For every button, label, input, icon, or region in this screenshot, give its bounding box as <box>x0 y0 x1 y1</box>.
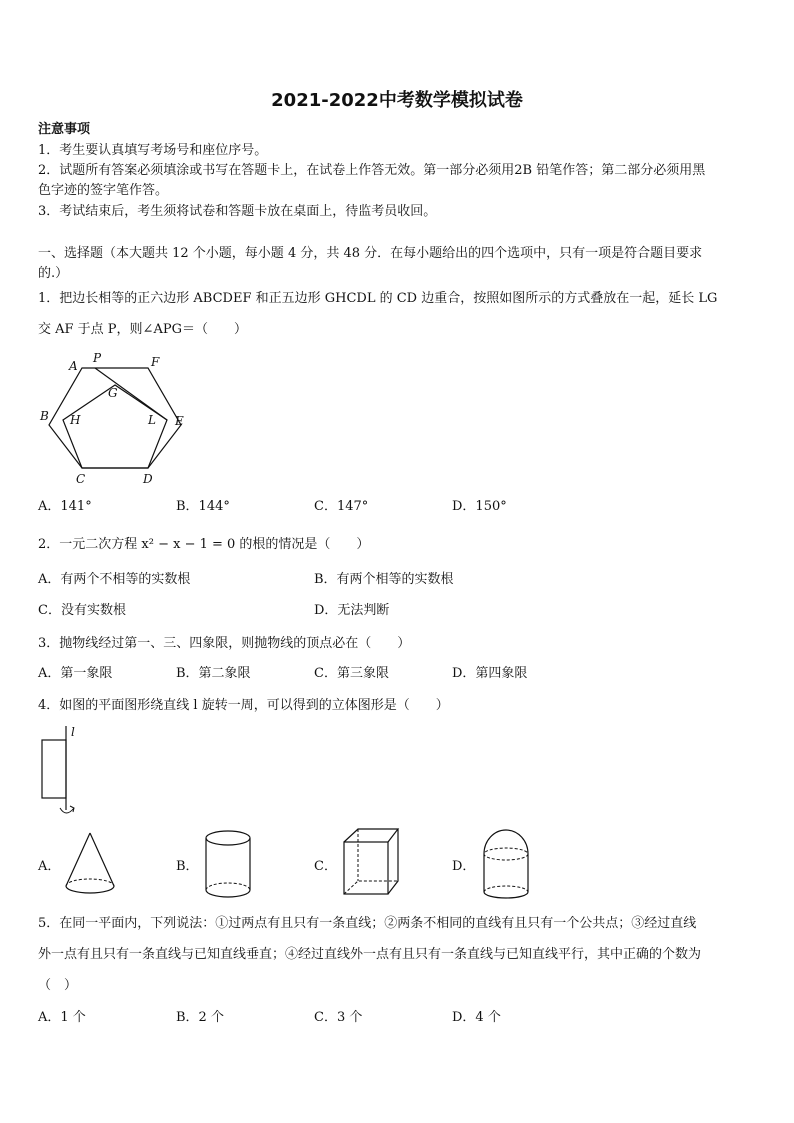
q2-option-d: D．无法判断 <box>314 603 390 618</box>
label-h: H <box>70 413 81 427</box>
label-p: P <box>93 351 102 365</box>
q3-option-b: B．第二象限 <box>176 666 251 681</box>
label-b: B <box>40 409 49 423</box>
q3-option-d: D．第四象限 <box>452 666 528 681</box>
q5-stem-line1: 5．在同一平面内，下列说法：①过两点有且只有一条直线；②两条不相同的直线有且只有一个公共点；③经过直线 <box>38 916 697 931</box>
q4-option-b: B． <box>176 859 199 874</box>
rotation-arrow-icon <box>60 808 74 813</box>
axis-label: l <box>71 725 75 739</box>
cylinder-figure <box>202 828 254 902</box>
label-e: E <box>175 414 184 428</box>
q4-stem: 4．如图的平面图形绕直线 l 旋转一周，可以得到的立体图形是（ ） <box>38 698 449 713</box>
q1-stem-line1: 1．把边长相等的正六边形 ABCDEF 和正五边形 GHCDL 的 CD 边重合，按照如图所示的方式叠放在一起，延长 LG <box>38 291 718 306</box>
page-title: 2021-2022中考数学模拟试卷 <box>271 90 523 111</box>
q4-option-a: A． <box>38 859 61 874</box>
q2-option-c: C．没有实数根 <box>38 603 126 618</box>
hemisphere-cylinder-figure <box>478 826 534 902</box>
q5-option-d: D．4 个 <box>452 1010 501 1025</box>
q3-option-a: A．第一象限 <box>38 666 113 681</box>
q1-figure <box>38 350 198 490</box>
q5-option-c: C．3 个 <box>314 1010 363 1025</box>
q1-stem-line2: 交 AF 于点 P，则∠APG＝（ ） <box>38 322 247 337</box>
notice-item-1: 1．考生要认真填写考场号和座位序号。 <box>38 143 268 158</box>
q4-option-d: D． <box>452 859 476 874</box>
cone-figure <box>62 830 118 900</box>
q5-stem-line2: 外一点有且只有一条直线与已知直线垂直；④经过直线外一点有且只有一条直线与已知直线平行，其中正确的个数为 <box>38 947 702 962</box>
line-lp <box>95 368 167 420</box>
q5-option-a: A．1 个 <box>38 1010 86 1025</box>
notice-heading: 注意事项 <box>38 122 91 137</box>
label-g: G <box>108 386 118 400</box>
section-heading: 一、选择题（本大题共 12 个小题，每小题 4 分，共 48 分．在每小题给出的四个选项中，只有一项是符合题目要求 <box>38 246 703 261</box>
label-c: C <box>76 472 86 486</box>
label-a: A <box>69 359 78 373</box>
q5-stem-line3: （ ） <box>38 978 78 993</box>
q1-option-a: A．141° <box>38 499 92 514</box>
label-d: D <box>143 472 153 486</box>
notice-item-3: 3．考试结束后，考生须将试卷和答题卡放在桌面上，待监考员收回。 <box>38 204 437 219</box>
q1-option-b: B．144° <box>176 499 230 514</box>
section-heading-cont: 的.） <box>38 266 69 281</box>
rectangle-shape <box>42 740 66 798</box>
q5-option-b: B．2 个 <box>176 1010 224 1025</box>
q3-stem: 3．抛物线经过第一、三、四象限，则抛物线的顶点必在（ ） <box>38 636 411 651</box>
notice-item-2: 2．试题所有答案必须填涂或书写在答题卡上，在试卷上作答无效。第一部分必须用2B 铅笔作答；第二部分必须用黑 <box>38 163 706 178</box>
q4-option-c: C． <box>314 859 337 874</box>
cuboid-figure <box>340 826 404 898</box>
q4-plane-figure <box>36 722 86 822</box>
q1-option-c: C．147° <box>314 499 369 514</box>
q3-option-c: C．第三象限 <box>314 666 389 681</box>
label-l: L <box>148 413 156 427</box>
label-f: F <box>151 355 160 369</box>
q2-stem: 2．一元二次方程 x² − x − 1 = 0 的根的情况是（ ） <box>38 537 370 552</box>
notice-item-2-cont: 色字迹的签字笔作答。 <box>38 183 169 198</box>
q2-option-b: B．有两个相等的实数根 <box>314 572 454 587</box>
q2-option-a: A．有两个不相等的实数根 <box>38 572 191 587</box>
q1-option-d: D．150° <box>452 499 507 514</box>
